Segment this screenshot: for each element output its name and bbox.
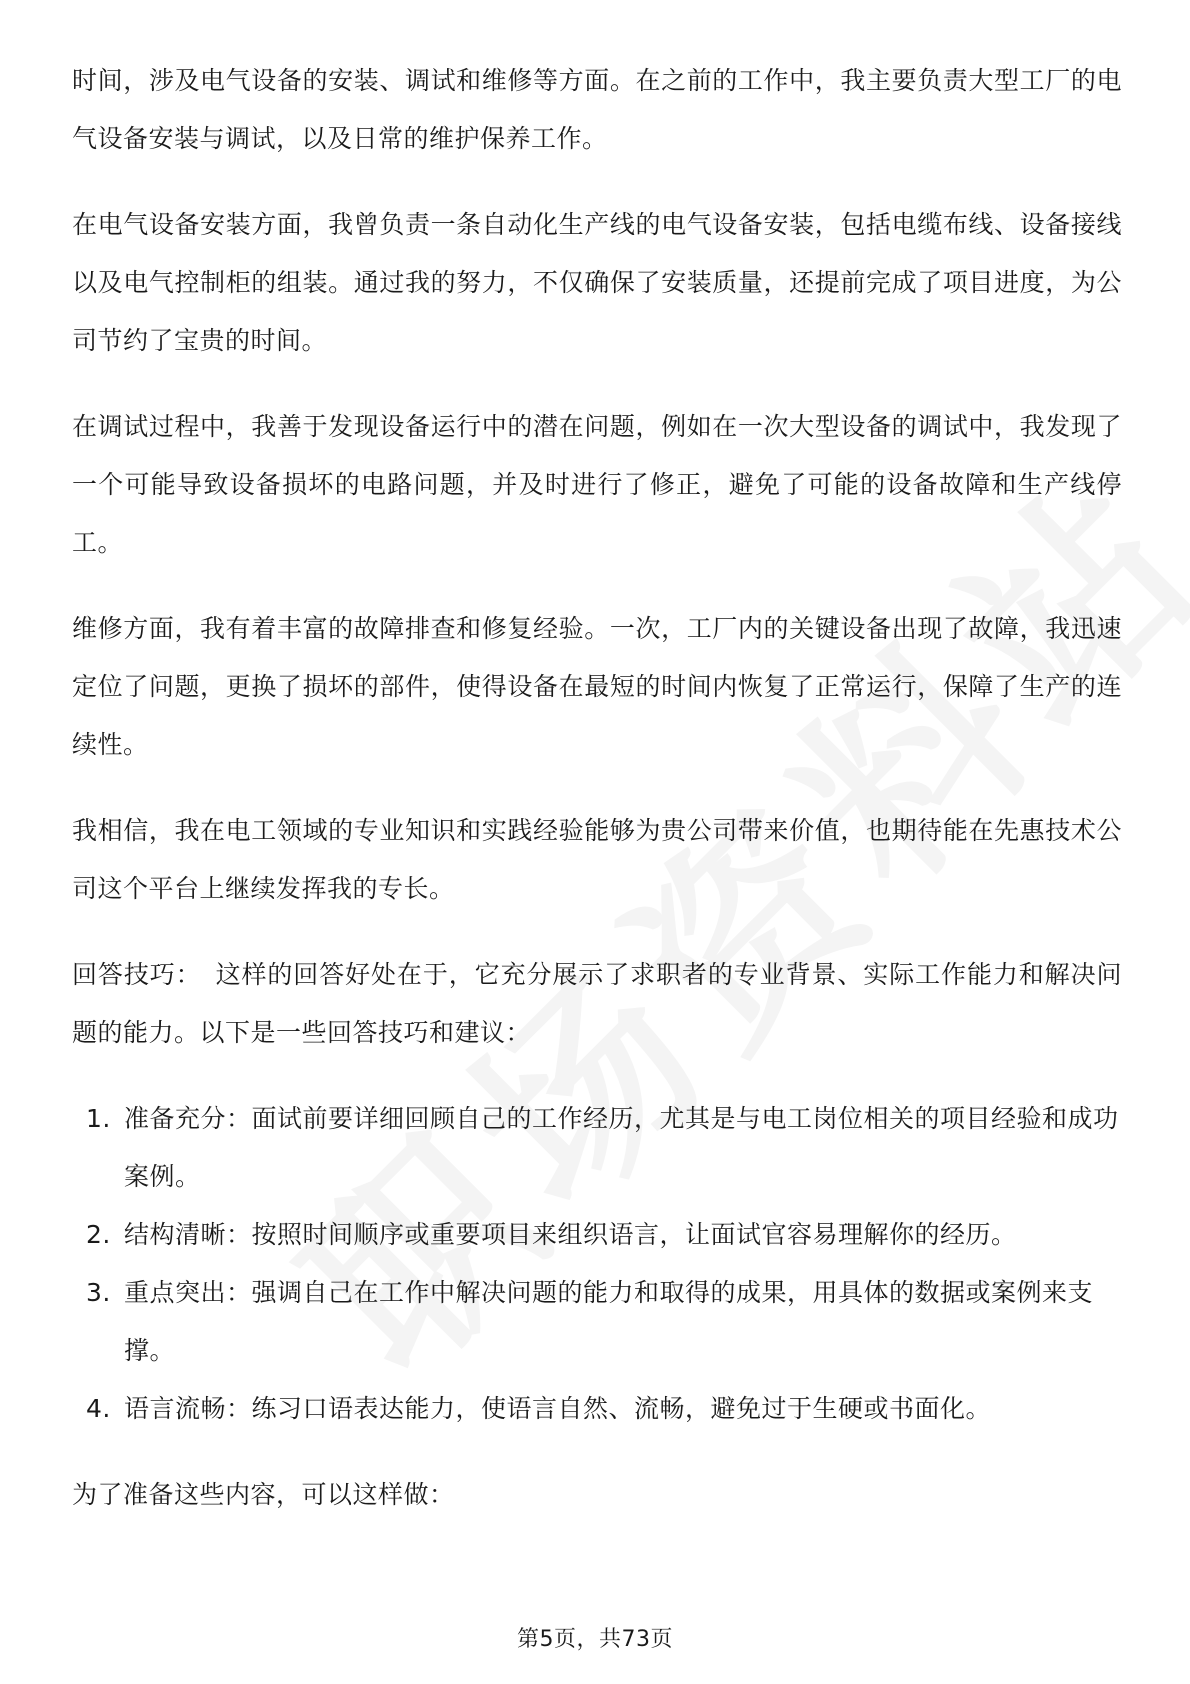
list-item [72,1090,1122,1206]
list-number: 1. [86,1104,111,1133]
paragraph-conclusion: 我相信，我在电工领域的专业知识和实践经验能够为贵公司带来价值，也期待能在先惠技术公司这个平台上继续发挥我的专长。 [72,816,1122,903]
list-text: 准备充分：面试前要详细回顾自己的工作经历，尤其是与电工岗位相关的项目经验和成功案例。 [124,1104,1119,1191]
list-item [72,1264,1122,1380]
document-body [72,52,1122,1552]
list-item [72,1380,1122,1438]
list-text: 语言流畅：练习口语表达能力，使语言自然、流畅，避免过于生硬或书面化。 [124,1394,992,1423]
list-text: 结构清晰：按照时间顺序或重要项目来组织语言，让面试官容易理解你的经历。 [124,1220,1017,1249]
page-number: 第5页，共73页 [517,1627,673,1652]
list-item [72,1206,1122,1264]
paragraph-intro: 时间，涉及电气设备的安装、调试和维修等方面。在之前的工作中，我主要负责大型工厂的电气设备安装与调试，以及日常的维护保养工作。 [72,66,1122,153]
list-number: 2. [86,1220,111,1249]
list-number: 4. [86,1394,111,1423]
paragraph-installation: 在电气设备安装方面，我曾负责一条自动化生产线的电气设备安装，包括电缆布线、设备接线以及电气控制柜的组装。通过我的努力，不仅确保了安装质量，还提前完成了项目进度，为公司节约了宝贵的时间。 [72,210,1122,355]
paragraph-debugging: 在调试过程中，我善于发现设备运行中的潜在问题，例如在一次大型设备的调试中，我发现了一个可能导致设备损坏的电路问题，并及时进行了修正，避免了可能的设备故障和生产线停工。 [72,412,1122,557]
tips-label: 回答技巧： [72,960,202,989]
list-number: 3. [86,1278,111,1307]
tips-intro: 这样的回答好处在于，它充分展示了求职者的专业背景、实际工作能力和解决问题的能力。以下是一些回答技巧和建议： [72,960,1122,1047]
list-text: 重点突出：强调自己在工作中解决问题的能力和取得的成果，用具体的数据或案例来支撑。 [124,1278,1094,1365]
page-footer [0,1622,1190,1653]
paragraph-maintenance: 维修方面，我有着丰富的故障排查和修复经验。一次，工厂内的关键设备出现了故障，我迅速定位了问题，更换了损坏的部件，使得设备在最短的时间内恢复了正常运行，保障了生产的连续性。 [72,614,1122,759]
tips-list [72,1090,1122,1438]
paragraph-closing: 为了准备这些内容，可以这样做： [72,1480,455,1509]
tips-heading [72,946,1122,1062]
